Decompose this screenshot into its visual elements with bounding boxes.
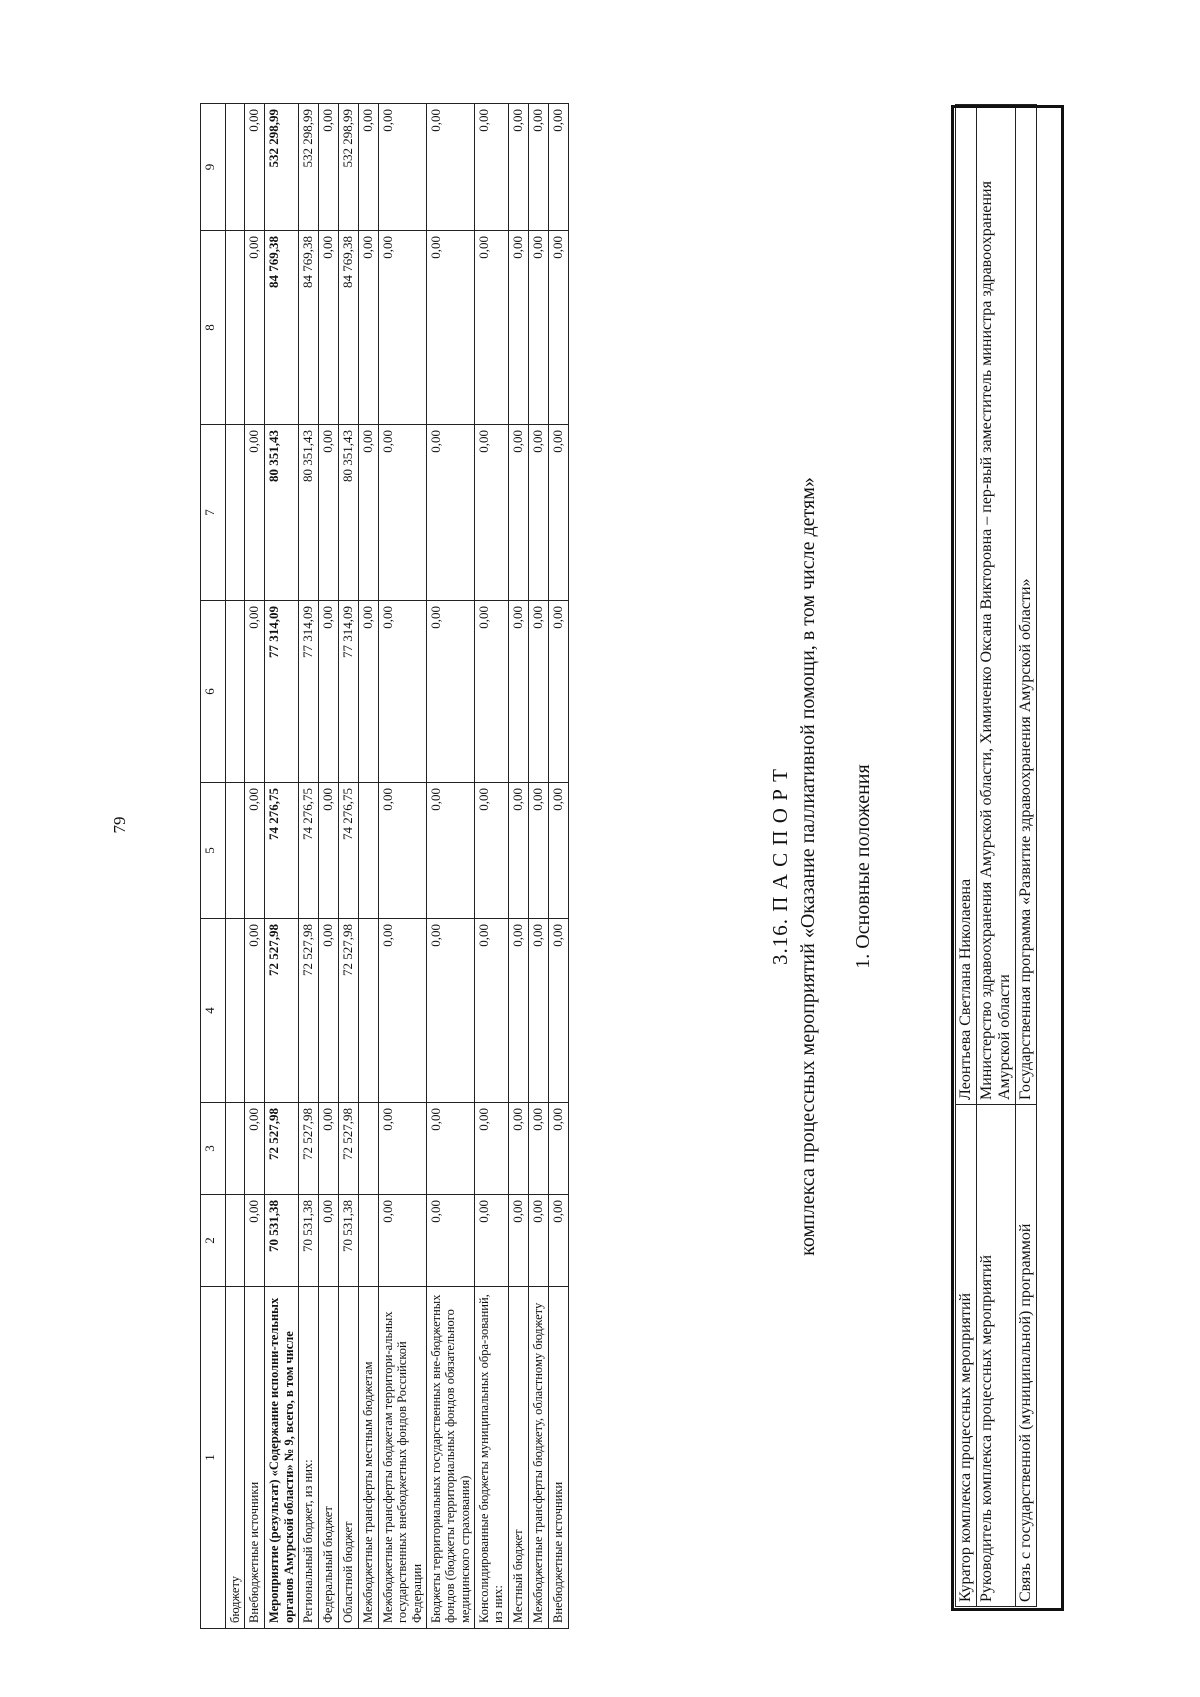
value-cell: 0,00 xyxy=(378,231,426,425)
value-cell: 74 276,75 xyxy=(299,783,319,919)
info-row xyxy=(976,105,1015,1607)
row-label: Межбюджетные трансферты местным бюджетам xyxy=(358,1287,378,1629)
row-label: Консолидированные бюджеты муниципальных обра-зований, из них: xyxy=(475,1287,509,1629)
value-cell: 0,00 xyxy=(319,231,339,425)
table-row xyxy=(319,104,339,1629)
table-row xyxy=(548,104,568,1629)
row-label: Региональный бюджет, из них: xyxy=(299,1287,319,1629)
header-cell: 8 xyxy=(201,231,226,425)
value-cell: 77 314,09 xyxy=(265,601,299,783)
table-row xyxy=(245,104,265,1629)
value-cell: 0,00 xyxy=(245,783,265,919)
value-cell: 84 769,38 xyxy=(299,231,319,425)
value-cell: 0,00 xyxy=(426,1195,474,1287)
value-cell: 0,00 xyxy=(378,425,426,601)
value-cell: 0,00 xyxy=(245,919,265,1103)
page-number: 79 xyxy=(110,816,129,834)
value-cell: 72 527,98 xyxy=(338,919,358,1103)
value-cell: 532 298,99 xyxy=(299,104,319,231)
value-cell: 0,00 xyxy=(426,1103,474,1195)
row-label: Областной бюджет xyxy=(338,1287,358,1629)
value-cell: 80 351,43 xyxy=(299,425,319,601)
value-cell: 0,00 xyxy=(528,601,548,783)
value-cell: 0,00 xyxy=(475,919,509,1103)
info-value: Государственная программа «Развитие здравоохранения Амурской области» xyxy=(1015,105,1036,1105)
value-cell: 0,00 xyxy=(319,1103,339,1195)
value-cell xyxy=(226,104,245,231)
value-cell: 80 351,43 xyxy=(265,425,299,601)
value-cell xyxy=(358,919,378,1103)
value-cell: 0,00 xyxy=(319,1195,339,1287)
value-cell: 0,00 xyxy=(508,1195,528,1287)
table-row xyxy=(426,104,474,1629)
info-label: Руководитель комплекса процессных мероприятий xyxy=(976,1105,1015,1607)
table-row xyxy=(338,104,358,1629)
table-row xyxy=(528,104,548,1629)
value-cell: 0,00 xyxy=(378,919,426,1103)
value-cell: 0,00 xyxy=(508,1103,528,1195)
value-cell: 0,00 xyxy=(319,425,339,601)
table-row xyxy=(265,104,299,1629)
value-cell: 0,00 xyxy=(475,231,509,425)
value-cell: 74 276,75 xyxy=(338,783,358,919)
info-label: Куратор комплекса процессных мероприятий xyxy=(956,1105,977,1607)
table-row xyxy=(378,104,426,1629)
info-value: Леонтьева Светлана Николаевна xyxy=(956,105,977,1105)
value-cell: 80 351,43 xyxy=(338,425,358,601)
value-cell: 0,00 xyxy=(508,425,528,601)
header-cell: 1 xyxy=(201,1287,226,1629)
value-cell: 0,00 xyxy=(378,783,426,919)
value-cell: 0,00 xyxy=(548,104,568,231)
value-cell: 77 314,09 xyxy=(338,601,358,783)
value-cell: 0,00 xyxy=(528,425,548,601)
value-cell: 0,00 xyxy=(378,601,426,783)
header-cell: 9 xyxy=(201,104,226,231)
value-cell: 0,00 xyxy=(548,601,568,783)
value-cell: 0,00 xyxy=(508,783,528,919)
value-cell: 0,00 xyxy=(378,1195,426,1287)
value-cell: 0,00 xyxy=(548,1103,568,1195)
value-cell: 0,00 xyxy=(548,425,568,601)
value-cell: 0,00 xyxy=(548,783,568,919)
value-cell: 0,00 xyxy=(245,425,265,601)
row-label: Внебюджетные источники xyxy=(548,1287,568,1629)
value-cell: 0,00 xyxy=(528,919,548,1103)
value-cell: 0,00 xyxy=(358,104,378,231)
value-cell: 72 527,98 xyxy=(265,1103,299,1195)
value-cell xyxy=(358,1103,378,1195)
value-cell xyxy=(358,1195,378,1287)
basic-provisions-table xyxy=(955,104,1037,1607)
value-cell: 0,00 xyxy=(508,231,528,425)
header-cell: 3 xyxy=(201,1103,226,1195)
value-cell xyxy=(226,231,245,425)
value-cell xyxy=(226,601,245,783)
value-cell: 0,00 xyxy=(475,1195,509,1287)
value-cell: 0,00 xyxy=(528,783,548,919)
value-cell: 0,00 xyxy=(475,425,509,601)
table-row xyxy=(508,104,528,1629)
value-cell: 74 276,75 xyxy=(265,783,299,919)
value-cell: 70 531,38 xyxy=(299,1195,319,1287)
value-cell: 0,00 xyxy=(426,425,474,601)
value-cell: 0,00 xyxy=(528,104,548,231)
header-cell: 2 xyxy=(201,1195,226,1287)
value-cell: 0,00 xyxy=(319,601,339,783)
row-label: Межбюджетные трансферты бюджетам территори-альных государственных внебюджетных фондов Российской Федерации xyxy=(378,1287,426,1629)
value-cell: 0,00 xyxy=(475,1103,509,1195)
row-label: Федеральный бюджет xyxy=(319,1287,339,1629)
value-cell: 0,00 xyxy=(508,601,528,783)
header-cell: 7 xyxy=(201,425,226,601)
value-cell: 0,00 xyxy=(548,1195,568,1287)
row-label: Местный бюджет xyxy=(508,1287,528,1629)
row-label: Мероприятие (результат) «Содержание исполни-тельных органов Амурской области» № 9, всего, в том числе xyxy=(265,1287,299,1629)
value-cell xyxy=(226,783,245,919)
value-cell: 0,00 xyxy=(378,104,426,231)
value-cell: 70 531,38 xyxy=(265,1195,299,1287)
value-cell xyxy=(226,1103,245,1195)
value-cell: 0,00 xyxy=(508,919,528,1103)
passport-title: 3.16. П А С П О Р Т xyxy=(768,768,792,965)
value-cell: 72 527,98 xyxy=(265,919,299,1103)
value-cell: 0,00 xyxy=(528,1103,548,1195)
value-cell: 0,00 xyxy=(475,783,509,919)
value-cell: 84 769,38 xyxy=(338,231,358,425)
value-cell xyxy=(226,919,245,1103)
table-row xyxy=(226,104,245,1629)
value-cell: 0,00 xyxy=(426,104,474,231)
value-cell: 0,00 xyxy=(528,231,548,425)
value-cell: 0,00 xyxy=(245,104,265,231)
value-cell: 72 527,98 xyxy=(299,919,319,1103)
value-cell: 84 769,38 xyxy=(265,231,299,425)
info-label: Связь с государственной (муниципальной) программой xyxy=(1015,1105,1036,1607)
value-cell: 0,00 xyxy=(245,231,265,425)
row-label: Межбюджетные трансферты бюджету, областному бюджету xyxy=(528,1287,548,1629)
value-cell: 0,00 xyxy=(245,601,265,783)
value-cell: 0,00 xyxy=(548,919,568,1103)
value-cell: 0,00 xyxy=(426,601,474,783)
value-cell: 0,00 xyxy=(378,1103,426,1195)
value-cell xyxy=(226,425,245,601)
row-label: бюджету xyxy=(226,1287,245,1629)
value-cell: 0,00 xyxy=(319,104,339,231)
header-cell: 5 xyxy=(201,783,226,919)
value-cell: 0,00 xyxy=(358,425,378,601)
value-cell: 532 298,99 xyxy=(338,104,358,231)
financing-table xyxy=(200,103,569,1629)
value-cell: 77 314,09 xyxy=(299,601,319,783)
info-row xyxy=(956,105,977,1607)
value-cell: 0,00 xyxy=(475,601,509,783)
value-cell: 0,00 xyxy=(426,783,474,919)
value-cell: 72 527,98 xyxy=(338,1103,358,1195)
section-title: 1. Основные положения xyxy=(852,764,874,969)
value-cell: 72 527,98 xyxy=(299,1103,319,1195)
row-label: Бюджеты территориальных государственных вне-бюджетных фондов (бюджеты территориальных фондов обязательного медицинского страхования) xyxy=(426,1287,474,1629)
value-cell: 0,00 xyxy=(475,104,509,231)
info-row xyxy=(1015,105,1036,1607)
value-cell: 0,00 xyxy=(319,919,339,1103)
value-cell: 0,00 xyxy=(426,231,474,425)
passport-subtitle: комплекса процессных мероприятий «Оказание паллиативной помощи, в том числе детям» xyxy=(797,477,819,1256)
value-cell: 70 531,38 xyxy=(338,1195,358,1287)
value-cell: 532 298,99 xyxy=(265,104,299,231)
passport-heading xyxy=(768,104,875,1629)
value-cell: 0,00 xyxy=(426,919,474,1103)
value-cell: 0,00 xyxy=(245,1103,265,1195)
value-cell: 0,00 xyxy=(319,783,339,919)
table-header-row xyxy=(201,104,226,1629)
value-cell: 0,00 xyxy=(548,231,568,425)
value-cell: 0,00 xyxy=(508,104,528,231)
info-value: Министерство здравоохранения Амурской области, Химиченко Оксана Викторовна – пер-вый заместитель министра здравоохранения Амурской области xyxy=(976,105,1015,1105)
value-cell: 0,00 xyxy=(358,231,378,425)
value-cell: 0,00 xyxy=(358,601,378,783)
financing-table-body xyxy=(226,104,569,1629)
value-cell xyxy=(358,783,378,919)
value-cell xyxy=(226,1195,245,1287)
header-cell: 4 xyxy=(201,919,226,1103)
table-row xyxy=(358,104,378,1629)
value-cell: 0,00 xyxy=(245,1195,265,1287)
basic-provisions-body xyxy=(956,105,1037,1607)
row-label: Внебюджетные источники xyxy=(245,1287,265,1629)
header-cell: 6 xyxy=(201,601,226,783)
value-cell: 0,00 xyxy=(528,1195,548,1287)
table-row xyxy=(299,104,319,1629)
table-row xyxy=(475,104,509,1629)
